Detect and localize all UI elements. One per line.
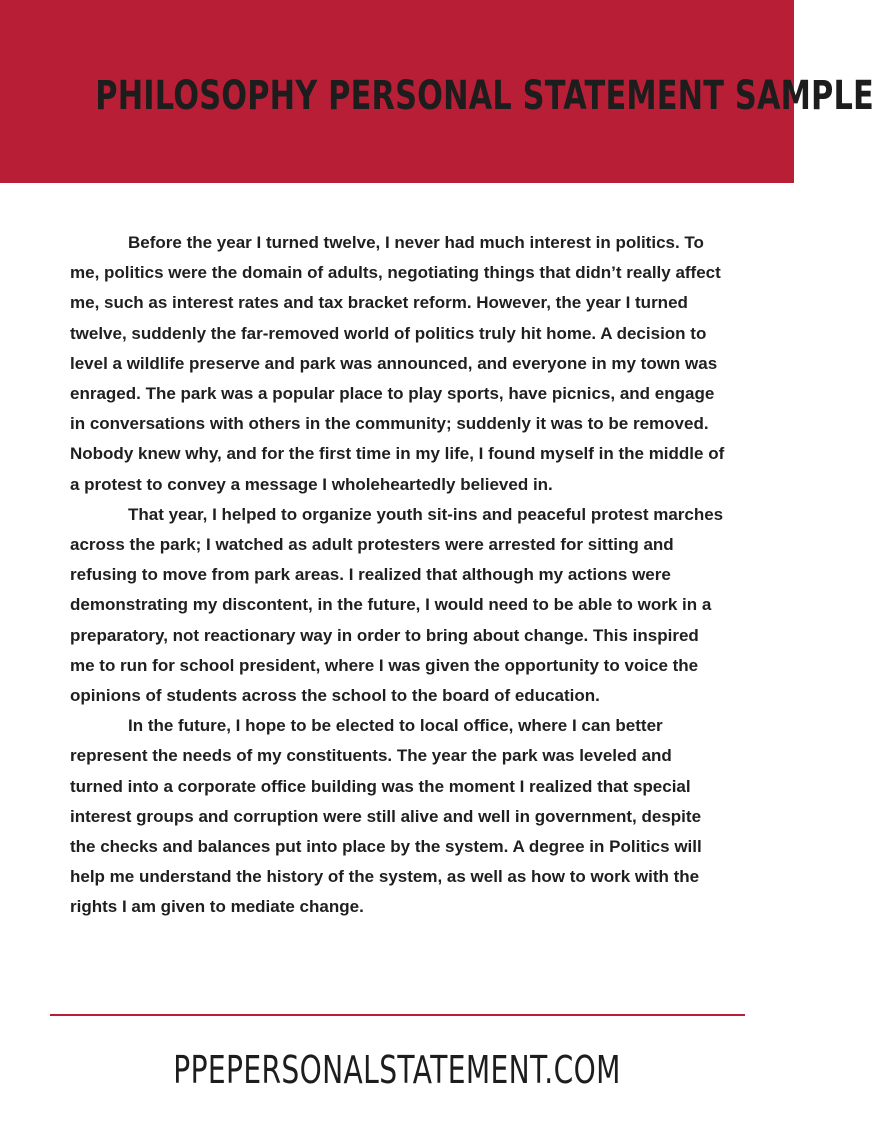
page-title: PHILOSOPHY PERSONAL STATEMENT SAMPLE [95, 73, 874, 119]
paragraph-2: That year, I helped to organize youth sit-ins and peaceful protest marches across the park; I watched as adult protesters were arrested for sitting and refusing to move from park areas. I realized that although my actions were demonstrating my discontent, in the future, I would need to be able to work in a preparatory, not reactionary way in order to bring about change. This inspired me to run for school president, where I was given the opportunity to voice the opinions of students across the school to the board of education. [70, 504, 724, 706]
statement-body [70, 228, 728, 923]
paragraph-3: In the future, I hope to be elected to local office, where I can better represent the needs of my constituents. The year the park was leveled and turned into a corporate office building was the moment I realized that special interest groups and corruption were still alive and well in government, despite the checks and balances put into place by the system. A degree in Politics will help me understand the history of the system, as well as how to work with the rights I am given to mediate change. [70, 716, 702, 917]
footer-website: PPEPERSONALSTATEMENT.COM [173, 1048, 621, 1092]
footer-divider [50, 1014, 745, 1016]
header-band [0, 0, 874, 183]
paragraph-1: Before the year I turned twelve, I never had much interest in politics. To me, politics were the domain of adults, negotiating things that didn’t really affect me, such as interest rates and tax bracket reform. However, the year I turned twelve, suddenly the far-removed world of politics truly hit home. A decision to level a wildlife preserve and park was announced, and everyone in my town was enraged. The park was a popular place to play sports, have picnics, and engage in conversations with others in the community; suddenly it was to be removed. Nobody knew why, and for the first time in my life, I found myself in the middle of a protest to convey a message I wholeheartedly believed in. [70, 233, 725, 494]
